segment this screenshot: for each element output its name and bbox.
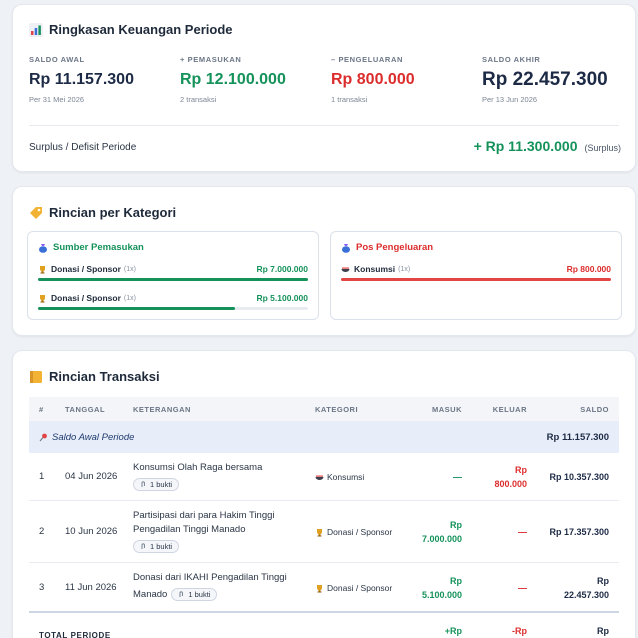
surplus-value: + Rp 11.300.000 xyxy=(473,138,578,154)
paperclip-icon xyxy=(140,481,147,488)
table-row xyxy=(29,563,619,613)
proof-badge-text: 1 bukti xyxy=(150,480,173,489)
row-category-text: Konsumsi xyxy=(327,472,365,482)
income-item-count: (1x) xyxy=(123,294,136,302)
stat-label: SALDO AKHIR xyxy=(482,55,541,64)
row-desc-2: Manado xyxy=(133,589,168,600)
money-bag-icon xyxy=(341,243,351,253)
stat-label: + PEMASUKAN xyxy=(180,55,242,64)
trophy-icon xyxy=(38,265,47,274)
stat-label: SALDO AWAL xyxy=(29,55,85,64)
stat-sub: Per 13 Jun 2026 xyxy=(482,95,538,104)
income-item xyxy=(38,293,308,303)
stat-value: Rp 800.000 xyxy=(331,71,415,88)
row-category xyxy=(315,527,392,537)
opening-label xyxy=(39,432,134,443)
food-bowl-icon xyxy=(341,265,350,274)
total-row xyxy=(29,623,619,638)
row-out-l2: 800.000 xyxy=(494,479,527,489)
row-in xyxy=(422,574,462,602)
row-category xyxy=(315,472,364,482)
income-item-label: Donasi / Sponsor xyxy=(51,293,121,303)
row-balance-l2: 22.457.300 xyxy=(563,590,609,600)
income-bar-track xyxy=(38,307,308,310)
food-bowl-icon xyxy=(315,473,324,482)
expense-item-amount: Rp 800.000 xyxy=(566,264,611,274)
row-out: — xyxy=(518,583,527,593)
proof-badge[interactable] xyxy=(133,540,179,553)
row-desc: Partisipasi dari para Hakim Tinggi xyxy=(133,510,275,521)
expense-box xyxy=(330,231,622,320)
stat-value: Rp 11.157.300 xyxy=(29,71,134,88)
summary-card xyxy=(12,4,636,172)
row-in: — xyxy=(453,472,462,482)
notebook-icon xyxy=(29,370,43,384)
total-balance: Rp xyxy=(597,626,609,636)
paperclip-icon xyxy=(140,543,147,550)
expense-bar-fill xyxy=(341,278,611,281)
table-header xyxy=(29,397,619,421)
row-in xyxy=(422,518,462,546)
total-out: -Rp xyxy=(512,626,527,636)
row-out-l1: Rp xyxy=(515,465,527,475)
row-in-l1: Rp xyxy=(450,520,462,530)
trophy-icon xyxy=(38,294,47,303)
row-in-l2: 5.100.000 xyxy=(421,590,462,600)
stat-saldo-awal xyxy=(29,55,134,104)
tag-icon xyxy=(29,206,43,220)
row-date: 04 Jun 2026 xyxy=(65,471,118,482)
expense-item-label: Konsumsi xyxy=(354,264,396,274)
income-item-amount: Rp 5.100.000 xyxy=(256,293,308,303)
income-head xyxy=(38,242,144,253)
row-out xyxy=(494,463,527,491)
row-no: 2 xyxy=(39,526,45,537)
row-category-text: Donasi / Sponsor xyxy=(327,527,393,537)
income-item-count: (1x) xyxy=(123,265,136,273)
trophy-icon xyxy=(315,584,324,593)
row-no: 3 xyxy=(39,582,45,593)
row-desc-2-group xyxy=(133,588,217,601)
row-out: — xyxy=(518,527,527,537)
expense-head-text: Pos Pengeluaran xyxy=(356,242,434,253)
summary-title-text: Ringkasan Keuangan Periode xyxy=(49,22,233,37)
income-box xyxy=(27,231,319,320)
income-bar-fill xyxy=(38,278,308,281)
col-no: # xyxy=(39,405,44,414)
income-head-text: Sumber Pemasukan xyxy=(53,242,144,253)
expense-item xyxy=(341,264,611,274)
col-date: TANGGAL xyxy=(65,405,106,414)
total-in: +Rp xyxy=(444,626,462,636)
row-category xyxy=(315,583,392,593)
income-bar-track xyxy=(38,278,308,281)
stat-label: – PENGELUARAN xyxy=(331,55,403,64)
category-title xyxy=(29,205,176,220)
row-in-l1: Rp xyxy=(450,576,462,586)
row-date: 11 Jun 2026 xyxy=(65,582,117,593)
opening-balance: Rp 11.157.300 xyxy=(546,432,609,443)
col-out: KELUAR xyxy=(492,405,527,414)
proof-badge[interactable] xyxy=(133,478,179,491)
summary-title xyxy=(29,22,233,37)
table-row xyxy=(29,501,619,563)
summary-divider xyxy=(29,125,619,126)
surplus-value-group xyxy=(474,138,621,154)
row-balance-l1: Rp xyxy=(597,576,609,586)
col-in: MASUK xyxy=(432,405,462,414)
proof-badge[interactable] xyxy=(171,588,217,601)
row-proof xyxy=(133,540,179,553)
transactions-title xyxy=(29,369,160,384)
row-balance xyxy=(564,574,609,602)
expense-head xyxy=(341,242,433,253)
stat-pemasukan xyxy=(180,55,286,104)
row-balance: Rp 10.357.300 xyxy=(549,472,609,482)
category-title-text: Rincian per Kategori xyxy=(49,205,177,220)
row-desc-2: Pengadilan Tinggi Manado xyxy=(133,524,246,535)
surplus-tag: (Surplus) xyxy=(584,143,621,153)
income-item-label: Donasi / Sponsor xyxy=(51,264,121,274)
paperclip-icon xyxy=(178,591,185,598)
transactions-title-text: Rincian Transaksi xyxy=(49,369,160,384)
row-category-text: Donasi / Sponsor xyxy=(327,583,393,593)
table-row xyxy=(29,453,619,501)
row-proof xyxy=(133,478,179,491)
row-desc: Donasi dari IKAHI Pengadilan Tinggi xyxy=(133,572,287,583)
proof-badge-text: 1 bukti xyxy=(188,590,211,599)
proof-badge-text: 1 bukti xyxy=(150,542,173,551)
stat-sub: Per 31 Mei 2026 xyxy=(29,95,85,104)
transactions-card xyxy=(12,350,636,638)
col-balance: SALDO xyxy=(580,405,609,414)
money-bag-icon xyxy=(38,243,48,253)
stat-value: Rp 22.457.300 xyxy=(482,69,608,90)
expense-bar-track xyxy=(341,278,611,281)
row-desc: Konsumsi Olah Raga bersama xyxy=(133,462,263,473)
row-balance: Rp 17.357.300 xyxy=(549,527,609,537)
col-desc: KETERANGAN xyxy=(133,405,191,414)
stat-saldo-akhir xyxy=(482,55,608,104)
row-date: 10 Jun 2026 xyxy=(65,526,118,537)
stat-sub: 1 transaksi xyxy=(331,95,368,104)
col-category: KATEGORI xyxy=(315,405,359,414)
pushpin-icon xyxy=(39,433,48,442)
opening-label-text: Saldo Awal Periode xyxy=(52,432,135,443)
stat-sub: 2 transaksi xyxy=(180,95,217,104)
expense-item-count: (1x) xyxy=(398,265,411,273)
income-bar-fill xyxy=(38,307,235,310)
income-item-amount: Rp 7.000.000 xyxy=(256,264,308,274)
row-in-l2: 7.000.000 xyxy=(421,534,462,544)
stat-pengeluaran xyxy=(331,55,415,104)
row-no: 1 xyxy=(39,471,45,482)
opening-row xyxy=(29,421,619,453)
bar-chart-icon xyxy=(29,23,43,37)
category-card xyxy=(12,186,636,336)
trophy-icon xyxy=(315,528,324,537)
income-item xyxy=(38,264,308,274)
total-label: TOTAL PERIODE xyxy=(39,631,111,638)
stat-value: Rp 12.100.000 xyxy=(180,71,286,88)
surplus-label: Surplus / Defisit Periode xyxy=(29,142,137,153)
